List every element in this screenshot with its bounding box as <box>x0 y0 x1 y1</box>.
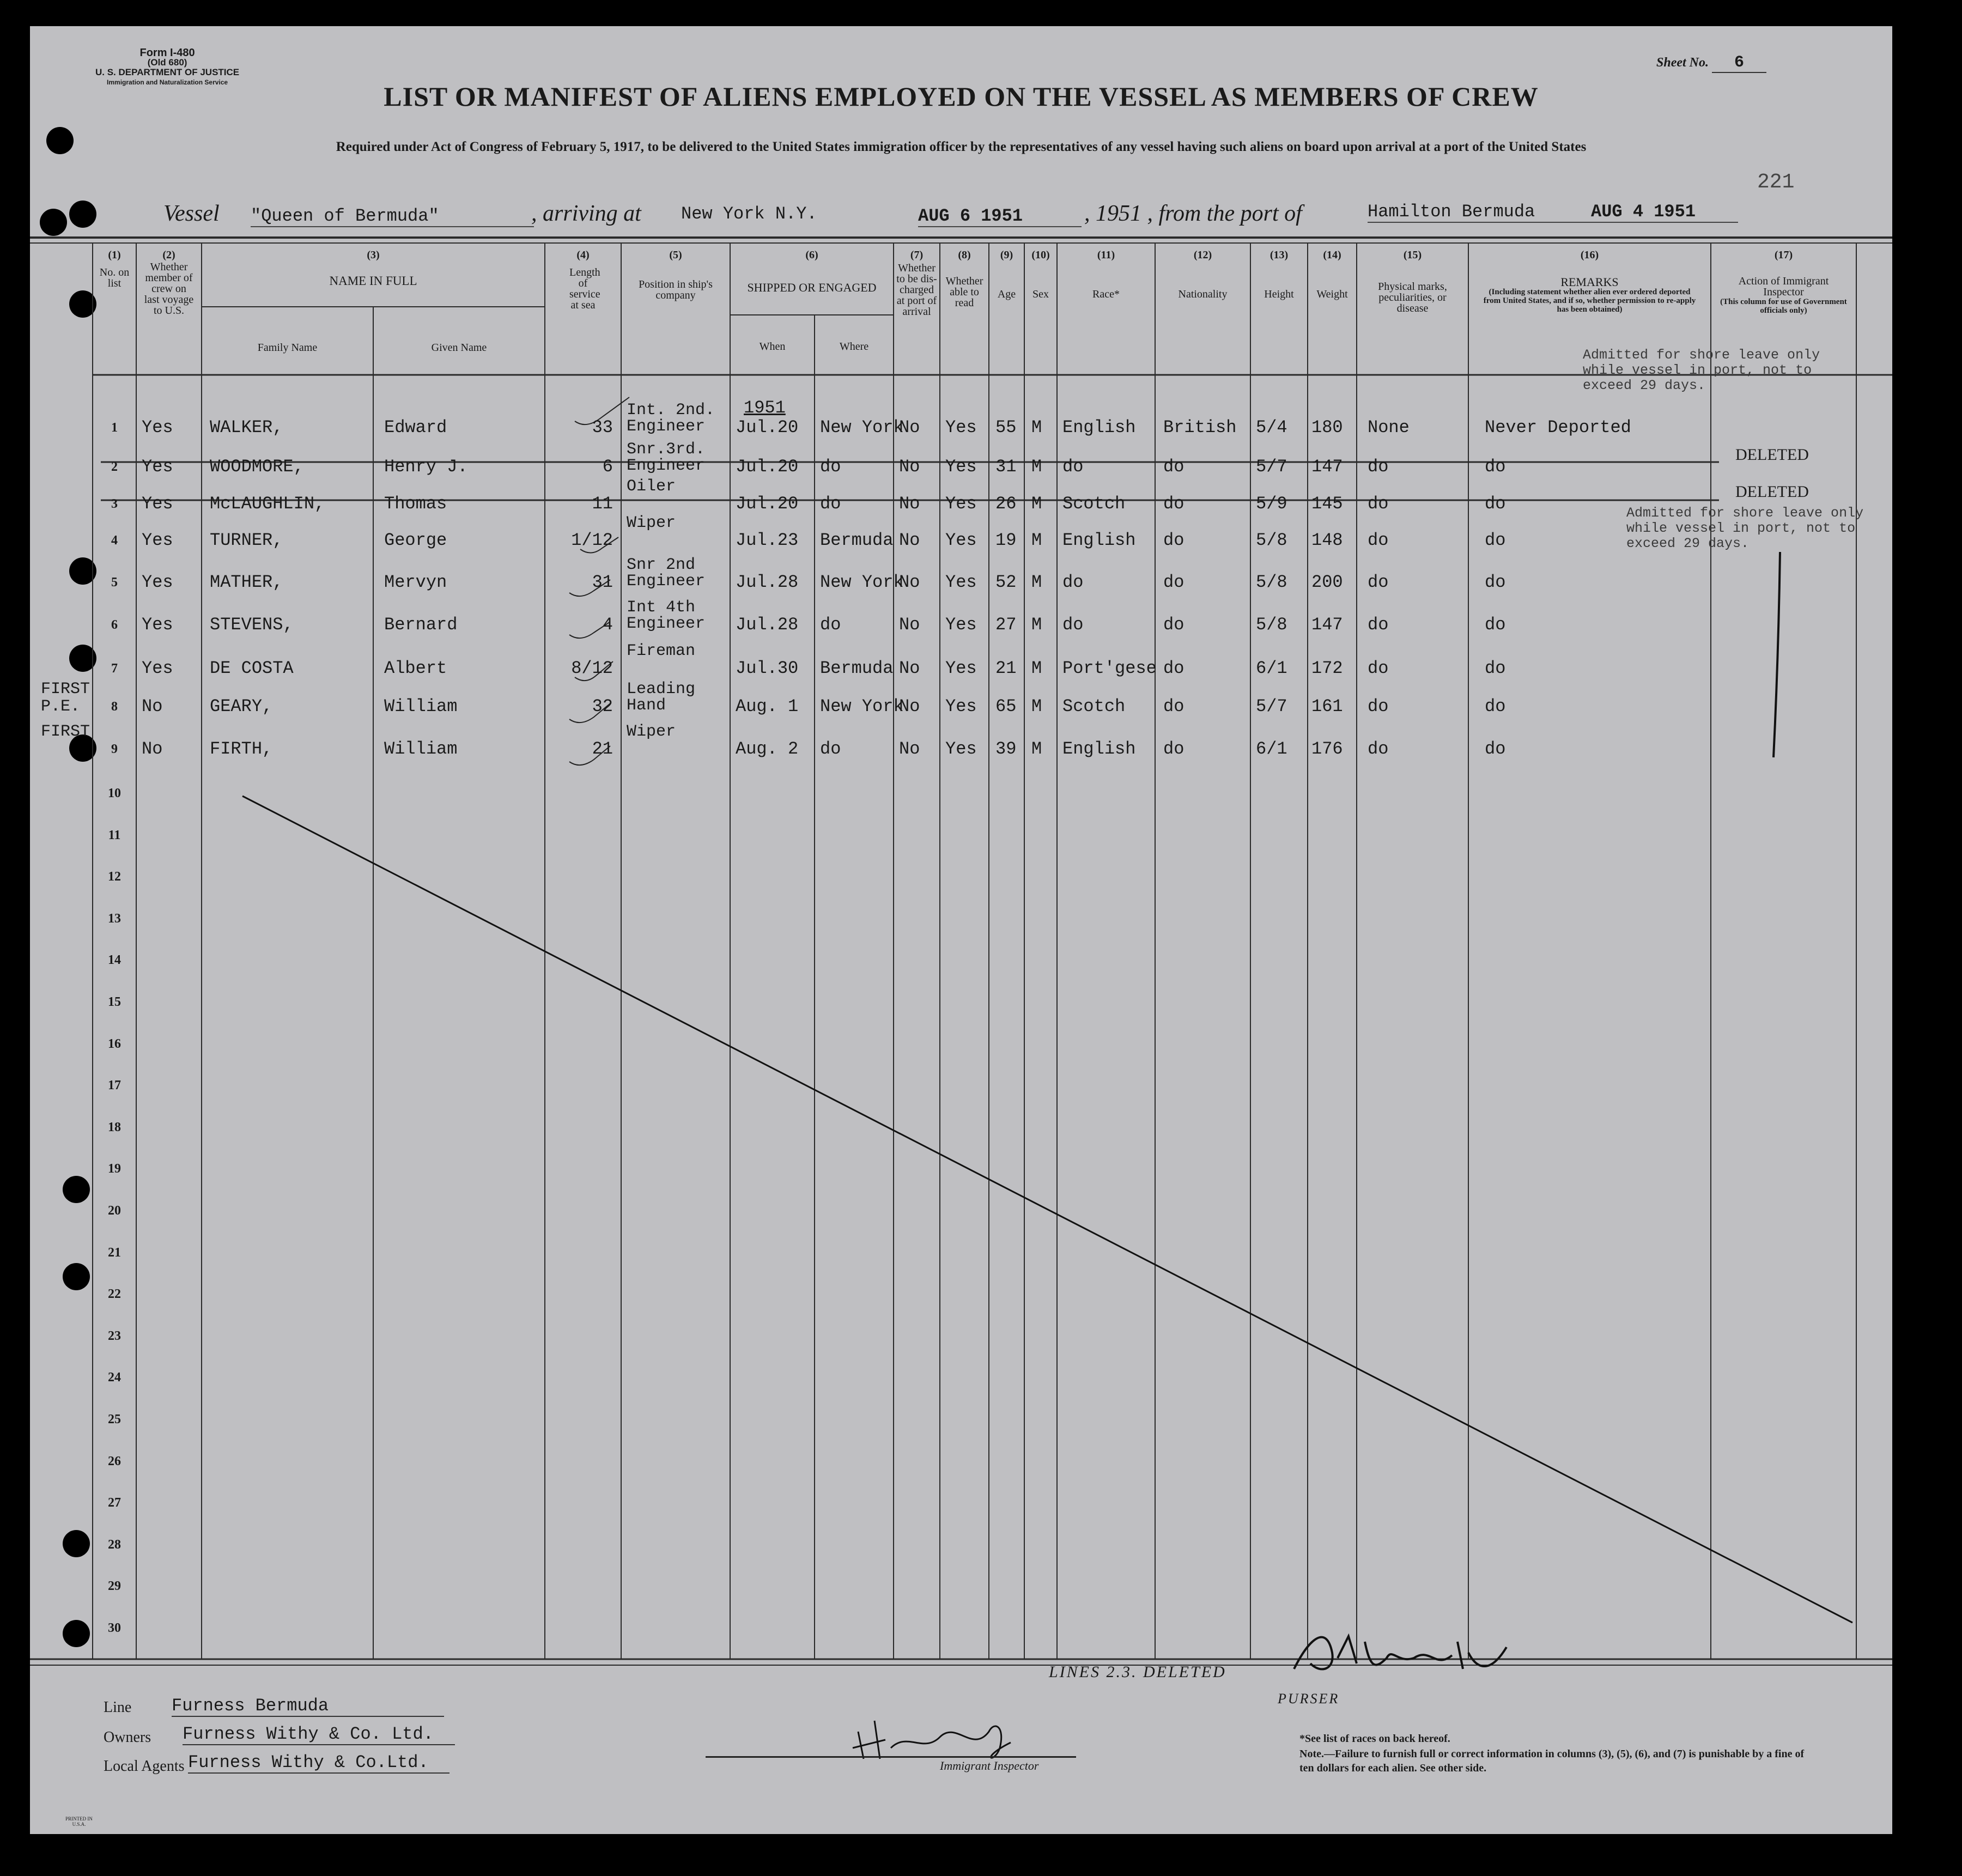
cell-service: 4 <box>602 615 613 635</box>
row-number: 24 <box>108 1370 121 1385</box>
cell-action: DELETED <box>1735 446 1809 464</box>
row-number: 29 <box>108 1579 121 1593</box>
col-6-header <box>730 250 894 293</box>
line-label: Line <box>104 1699 132 1716</box>
cell-family: GEARY, <box>210 696 273 717</box>
page-stamp: 221 <box>1757 171 1795 194</box>
col-5-number: (5) <box>669 249 682 261</box>
col-7-header <box>894 250 940 317</box>
cell-remarks: do <box>1485 530 1506 550</box>
race-note: *See list of races on back hereof. <box>1299 1733 1450 1745</box>
cell-last-voyage: Yes <box>142 457 173 477</box>
cell-when: Jul.23 <box>736 530 799 550</box>
margin-note: FIRST <box>41 680 90 699</box>
line-value: Furness Bermuda <box>172 1696 444 1717</box>
cell-position: Snr 2nd Engineer <box>627 556 706 591</box>
penalty-note: Note.—Failure to furnish full or correct information in columns (3), (5), (6), and (7) is punishable by a fine of ten dollars for each alien. See other side. <box>1299 1748 1805 1774</box>
year-from-label: , 1951 , from the port of <box>1084 201 1302 226</box>
cell-given: Albert <box>384 658 447 678</box>
department-name: U. S. DEPARTMENT OF JUSTICE <box>95 67 240 77</box>
cell-position: Wiper <box>627 723 676 741</box>
cell-service: 1/12 <box>571 530 613 550</box>
col-1-header <box>93 250 136 289</box>
cell-nationality: do <box>1163 572 1185 592</box>
cell-weight: 161 <box>1311 696 1343 717</box>
cell-nationality: do <box>1163 530 1185 550</box>
cell-family: WOODMORE, <box>210 457 304 477</box>
cell-height: 5/8 <box>1256 530 1287 550</box>
row-number: 8 <box>111 700 118 714</box>
row-number: 7 <box>111 661 118 676</box>
cell-height: 5/8 <box>1256 615 1287 635</box>
row-number: 25 <box>108 1412 121 1426</box>
cell-marks: do <box>1368 572 1389 592</box>
cell-age: 21 <box>995 658 1017 678</box>
cell-read: Yes <box>945 615 977 635</box>
col-15-label: Physical marks, peculiarities, or disease <box>1378 281 1447 314</box>
cell-given: William <box>384 739 458 759</box>
col-10-label: Sex <box>1032 288 1049 300</box>
cell-nationality: do <box>1163 658 1185 678</box>
cell-height: 5/7 <box>1256 696 1287 717</box>
row-number: 17 <box>108 1078 121 1092</box>
cell-family: McLAUGHLIN, <box>210 494 325 514</box>
cell-sex: M <box>1031 417 1042 438</box>
cell-nationality: do <box>1163 457 1185 477</box>
col-17-header <box>1711 250 1856 315</box>
col-7-label: Whether to be dis-charged at port of arrival <box>896 262 937 318</box>
cell-age: 31 <box>995 457 1017 477</box>
cell-service: 33 <box>592 417 613 438</box>
cell-read: Yes <box>945 696 977 717</box>
col-9-header <box>989 250 1024 300</box>
departure-date-stamp: AUG 4 1951 <box>1591 202 1696 222</box>
row-number: 27 <box>108 1496 121 1510</box>
row-number: 28 <box>108 1538 121 1552</box>
cell-sex: M <box>1031 530 1042 550</box>
cell-position: Oiler <box>627 477 676 496</box>
cell-remarks: Never Deported <box>1485 417 1631 438</box>
cell-height: 6/1 <box>1256 658 1287 678</box>
cell-remarks: do <box>1485 494 1506 514</box>
col-1-number: (1) <box>108 249 121 261</box>
cell-height: 5/8 <box>1256 572 1287 592</box>
printer-mark: PRINTED IN U.S.A. <box>65 1816 93 1827</box>
cell-position: Int 4th Engineer <box>627 598 706 633</box>
row-number: 6 <box>111 618 118 632</box>
row-number: 1 <box>111 421 118 435</box>
arriving-port: New York N.Y. <box>681 204 817 224</box>
row-number: 20 <box>108 1204 121 1218</box>
cell-race: do <box>1062 615 1084 635</box>
cell-given: Edward <box>384 417 447 438</box>
cell-discharged: No <box>899 457 920 477</box>
cell-action: DELETED <box>1735 483 1809 501</box>
cell-service: 11 <box>592 494 613 514</box>
col-5-header <box>621 250 730 301</box>
cell-sex: M <box>1031 457 1042 477</box>
row-number: 14 <box>108 953 121 967</box>
cell-marks: do <box>1368 530 1389 550</box>
lines-deleted-note: LINES 2.3. DELETED <box>1049 1663 1226 1681</box>
cell-family: TURNER, <box>210 530 283 550</box>
shipped-when-header: When <box>759 341 786 353</box>
col-2-label: Whether member of crew on last voyage to U.S. <box>144 261 194 317</box>
cell-read: Yes <box>945 457 977 477</box>
cell-discharged: No <box>899 530 920 550</box>
cell-discharged: No <box>899 739 920 759</box>
cell-when: Jul.20 <box>736 417 799 438</box>
cell-where: do <box>820 615 841 635</box>
cell-nationality: do <box>1163 696 1185 717</box>
cell-last-voyage: Yes <box>142 494 173 514</box>
cell-read: Yes <box>945 572 977 592</box>
shipped-where-header: Where <box>839 341 869 353</box>
cell-race: Port'gese <box>1062 658 1157 678</box>
col-13-header <box>1250 250 1308 300</box>
cell-sex: M <box>1031 696 1042 717</box>
cell-position: Wiper <box>627 514 676 532</box>
col-14-header <box>1308 250 1357 300</box>
cell-when: Aug. 1 <box>736 696 799 717</box>
cell-read: Yes <box>945 494 977 514</box>
row-number: 15 <box>108 995 121 1009</box>
cell-given: Henry J. <box>384 457 468 477</box>
col-3-label: NAME IN FULL <box>329 274 417 288</box>
cell-service: 21 <box>592 739 613 759</box>
purser-signature <box>1289 1625 1528 1685</box>
cell-when: Jul.28 <box>736 572 799 592</box>
col-11-number: (11) <box>1097 249 1115 261</box>
cell-last-voyage: Yes <box>142 417 173 438</box>
cell-nationality: British <box>1163 417 1237 438</box>
cell-weight: 172 <box>1311 658 1343 678</box>
page-title: LIST OR MANIFEST OF ALIENS EMPLOYED ON THE VESSEL AS MEMBERS OF CREW <box>384 81 1539 112</box>
cell-service: 6 <box>602 457 613 477</box>
col-5-label: Position in ship's company <box>639 278 713 301</box>
cell-service: 32 <box>592 696 613 717</box>
cell-height: 5/9 <box>1256 494 1287 514</box>
cell-sex: M <box>1031 615 1042 635</box>
cell-discharged: No <box>899 494 920 514</box>
cell-height: 5/4 <box>1256 417 1287 438</box>
row-number: 22 <box>108 1287 121 1301</box>
margin-note: FIRST <box>41 723 90 741</box>
cell-height: 5/7 <box>1256 457 1287 477</box>
cell-remarks: do <box>1485 572 1506 592</box>
shore-leave-note: Admitted for shore leave only while vessel in port, not to exceed 29 days. <box>1626 505 1864 551</box>
cell-last-voyage: Yes <box>142 658 173 678</box>
col-4-header <box>545 250 621 311</box>
col-17-sub: (This column for use of Government officials only) <box>1720 298 1847 315</box>
cell-race: do <box>1062 572 1084 592</box>
cell-last-voyage: No <box>142 696 163 717</box>
row-number: 10 <box>108 786 121 800</box>
vessel-name: "Queen of Bermuda" <box>251 206 534 227</box>
col-11-label: Race* <box>1092 288 1120 300</box>
col-12-label: Nationality <box>1178 288 1228 300</box>
row-number: 16 <box>108 1037 121 1051</box>
cell-age: 27 <box>995 615 1017 635</box>
col-16-number: (16) <box>1580 249 1599 261</box>
cell-family: FIRTH, <box>210 739 273 759</box>
cell-weight: 200 <box>1311 572 1343 592</box>
cell-marks: do <box>1368 739 1389 759</box>
col-9-number: (9) <box>1000 249 1013 261</box>
given-name-header: Given Name <box>431 342 487 354</box>
cell-remarks: do <box>1485 696 1506 717</box>
cell-given: Mervyn <box>384 572 447 592</box>
cell-where: do <box>820 457 841 477</box>
cell-where: do <box>820 739 841 759</box>
cell-discharged: No <box>899 658 920 678</box>
row-number: 2 <box>111 460 118 474</box>
row-number: 26 <box>108 1454 121 1468</box>
cell-marks: do <box>1368 615 1389 635</box>
col-9-label: Age <box>997 288 1016 300</box>
cell-last-voyage: Yes <box>142 615 173 635</box>
shore-leave-note: Admitted for shore leave only while vessel in port, not to exceed 29 days. <box>1583 347 1820 393</box>
cell-nationality: do <box>1163 615 1185 635</box>
row-number: 19 <box>108 1162 121 1176</box>
cell-where: do <box>820 494 841 514</box>
cell-weight: 176 <box>1311 739 1343 759</box>
col-17-label: Action of Immigrant Inspector <box>1738 275 1829 298</box>
form-old-number: (Old 680) <box>147 57 187 68</box>
cell-weight: 147 <box>1311 457 1343 477</box>
row-number: 11 <box>108 828 121 842</box>
cell-weight: 147 <box>1311 615 1343 635</box>
col-4-label: Length of service at sea <box>569 266 600 311</box>
row-number: 3 <box>111 497 118 511</box>
row-number: 9 <box>111 742 118 756</box>
inspector-line <box>706 1756 1076 1758</box>
cell-family: MATHER, <box>210 572 283 592</box>
sheet-value: 6 <box>1712 53 1766 73</box>
cell-given: Bernard <box>384 615 458 635</box>
cell-weight: 145 <box>1311 494 1343 514</box>
col-13-label: Height <box>1264 288 1294 300</box>
cell-sex: M <box>1031 572 1042 592</box>
cell-read: Yes <box>945 417 977 438</box>
family-name-header: Family Name <box>257 342 318 354</box>
col-8-number: (8) <box>958 249 971 261</box>
cell-marks: do <box>1368 494 1389 514</box>
col-6-number: (6) <box>805 249 818 261</box>
col-15-number: (15) <box>1403 249 1422 261</box>
cell-when: Aug. 2 <box>736 739 799 759</box>
col-10-header <box>1024 250 1057 300</box>
cell-nationality: do <box>1163 739 1185 759</box>
cell-discharged: No <box>899 615 920 635</box>
row-number: 12 <box>108 870 121 884</box>
manifest-sheet <box>30 26 1892 1834</box>
cell-when: Jul.20 <box>736 457 799 477</box>
cell-when: Jul.30 <box>736 658 799 678</box>
cell-where: New York <box>820 696 904 717</box>
col-2-number: (2) <box>162 249 175 261</box>
purser-label: PURSER <box>1278 1691 1340 1707</box>
row-number: 4 <box>111 533 118 548</box>
col-8-label: Whether able to read <box>945 275 983 309</box>
cell-remarks: do <box>1485 457 1506 477</box>
row-number: 5 <box>111 575 118 590</box>
row-number: 23 <box>108 1329 121 1343</box>
cell-family: WALKER, <box>210 417 283 438</box>
row-number: 18 <box>108 1120 121 1134</box>
col-10-number: (10) <box>1031 249 1050 261</box>
agents-label: Local Agents <box>104 1758 185 1775</box>
cell-family: STEVENS, <box>210 615 294 635</box>
arriving-label: , arriving at <box>531 201 641 226</box>
owners-value: Furness Withy & Co. Ltd. <box>183 1724 455 1745</box>
col-14-label: Weight <box>1316 288 1348 300</box>
col-4-number: (4) <box>576 249 590 261</box>
cell-height: 6/1 <box>1256 739 1287 759</box>
cell-age: 26 <box>995 494 1017 514</box>
cell-discharged: No <box>899 572 920 592</box>
margin-note: P.E. <box>41 697 81 716</box>
col-14-number: (14) <box>1323 249 1341 261</box>
form-number: Form I-480 <box>139 47 195 59</box>
col-16-sub: (Including statement whether alien ever ordered deported from United States, and if so, whether permission to re-apply has been obtained) <box>1483 288 1696 314</box>
owners-label: Owners <box>104 1729 151 1746</box>
cell-service: 8/12 <box>571 658 613 678</box>
cell-position: Fireman <box>627 642 696 660</box>
col-15-header <box>1357 250 1468 314</box>
col-12-header <box>1155 250 1250 300</box>
cell-read: Yes <box>945 739 977 759</box>
cell-remarks: do <box>1485 615 1506 635</box>
cell-given: Thomas <box>384 494 447 514</box>
col-2-header <box>136 250 202 316</box>
cell-age: 55 <box>995 417 1017 438</box>
row-number: 21 <box>108 1246 121 1260</box>
cell-age: 65 <box>995 696 1017 717</box>
cell-discharged: No <box>899 417 920 438</box>
departure-port: Hamilton Bermuda <box>1368 202 1738 223</box>
cell-race: English <box>1062 530 1136 550</box>
col-16-label: REMARKS <box>1560 275 1619 289</box>
col-16-header <box>1468 250 1711 314</box>
cell-marks: do <box>1368 658 1389 678</box>
cell-remarks: do <box>1485 739 1506 759</box>
col-3-number: (3) <box>367 249 380 261</box>
cell-sex: M <box>1031 494 1042 514</box>
inspector-label: Immigrant Inspector <box>940 1759 1039 1772</box>
cell-race: Scotch <box>1062 696 1126 717</box>
col-17-number: (17) <box>1774 249 1793 261</box>
row-number: 30 <box>108 1621 121 1635</box>
cell-given: William <box>384 696 458 717</box>
cell-race: Scotch <box>1062 494 1126 514</box>
cell-race: do <box>1062 457 1084 477</box>
cell-position: Leading Hand <box>627 680 696 715</box>
col-13-number: (13) <box>1269 249 1289 261</box>
cell-when: Jul.20 <box>736 494 799 514</box>
vessel-label: Vessel <box>163 201 220 226</box>
cell-position: Snr.3rd. Engineer <box>627 440 706 475</box>
page-subtitle: Required under Act of Congress of February 5, 1917, to be delivered to the United States immigration officer by the representatives of any vessel having such aliens on board upon arrival at a port of the United States <box>336 139 1587 154</box>
cell-remarks: do <box>1485 658 1506 678</box>
cell-when: Jul.28 <box>736 615 799 635</box>
cell-where: New York <box>820 417 904 438</box>
service-name: Immigration and Naturalization Service <box>107 78 228 86</box>
cell-race: English <box>1062 417 1136 438</box>
cell-read: Yes <box>945 658 977 678</box>
arrival-date-stamp: AUG 6 1951 <box>918 206 1082 227</box>
cell-where: Bermuda <box>820 658 894 678</box>
cell-marks: do <box>1368 457 1389 477</box>
cell-where: Bermuda <box>820 530 894 550</box>
col-11-header <box>1057 250 1155 300</box>
row-number: 13 <box>108 912 121 926</box>
cell-last-voyage: No <box>142 739 163 759</box>
cell-sex: M <box>1031 658 1042 678</box>
cell-where: New York <box>820 572 904 592</box>
col-7-number: (7) <box>910 249 924 261</box>
cell-weight: 148 <box>1311 530 1343 550</box>
cell-race: English <box>1062 739 1136 759</box>
cell-last-voyage: Yes <box>142 572 173 592</box>
cell-family: DE COSTA <box>210 658 294 678</box>
cell-weight: 180 <box>1311 417 1343 438</box>
col-6-label: SHIPPED OR ENGAGED <box>747 281 877 294</box>
cell-service: 31 <box>592 572 613 592</box>
col-3-header <box>202 250 545 287</box>
cell-age: 19 <box>995 530 1017 550</box>
cell-last-voyage: Yes <box>142 530 173 550</box>
cell-discharged: No <box>899 696 920 717</box>
col-8-header <box>940 250 989 308</box>
cell-marks: None <box>1368 417 1410 438</box>
sheet-label: Sheet No. <box>1656 56 1709 70</box>
cell-year-note: 1951 <box>744 398 786 418</box>
cell-nationality: do <box>1163 494 1185 514</box>
col-12-number: (12) <box>1193 249 1212 261</box>
cell-marks: do <box>1368 696 1389 717</box>
cell-read: Yes <box>945 530 977 550</box>
cell-given: George <box>384 530 447 550</box>
cell-age: 52 <box>995 572 1017 592</box>
cell-sex: M <box>1031 739 1042 759</box>
cell-age: 39 <box>995 739 1017 759</box>
cell-position: Int. 2nd. Engineer <box>627 401 715 436</box>
agents-value: Furness Withy & Co.Ltd. <box>188 1752 450 1774</box>
col-1-label: No. on list <box>99 266 130 289</box>
